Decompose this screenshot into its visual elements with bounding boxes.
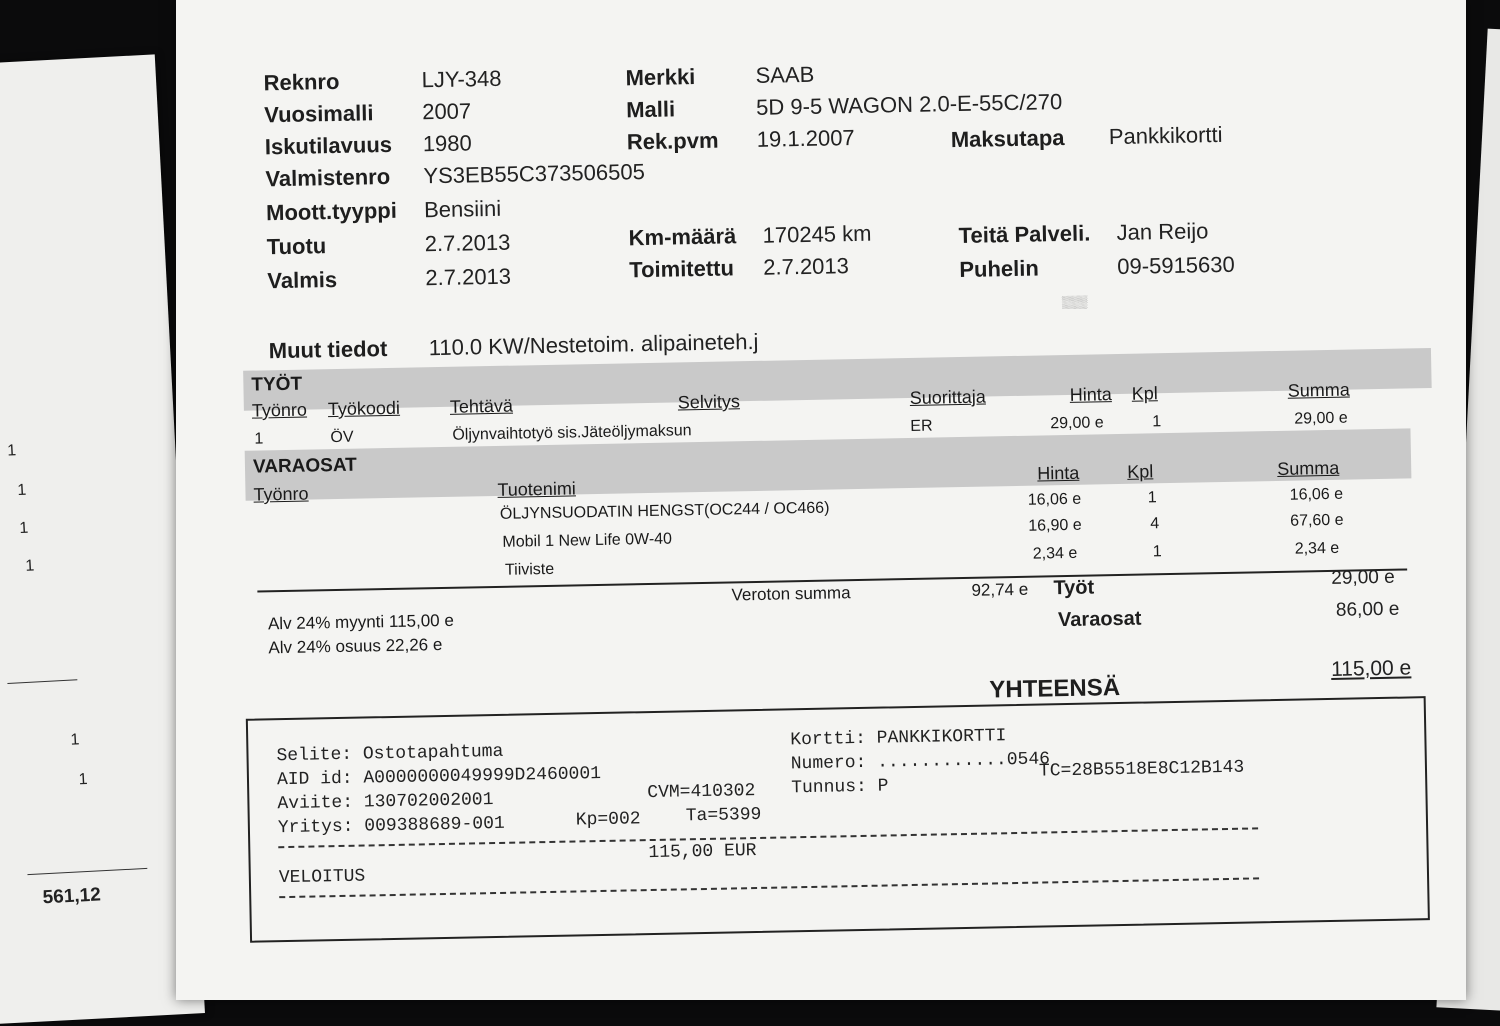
payment-cvm: CVM=410302 bbox=[647, 781, 756, 804]
muut-tiedot-label: Muut tiedot bbox=[268, 336, 388, 364]
yhteensa-label: YHTEENSÄ bbox=[989, 674, 1121, 704]
varaosat-row-hinta: 16,06 e bbox=[1027, 490, 1082, 509]
faint-stamp-icon: ▒▒▒ bbox=[1061, 294, 1088, 310]
moottyyppi-label: Moott.tyyppi bbox=[265, 197, 398, 226]
varaosat-header-band bbox=[245, 428, 1412, 500]
toimitettu-value: 2.7.2013 bbox=[762, 253, 850, 280]
varaosat-col-tyonro: Työnro bbox=[253, 483, 309, 505]
veloitus-label: VELOITUS bbox=[278, 866, 366, 889]
tyot-row-tyonro: 1 bbox=[254, 430, 264, 448]
palveli-value: Jan Reijo bbox=[1116, 218, 1209, 245]
iskutilavuus-label: Iskutilavuus bbox=[264, 131, 393, 160]
varaosat-row-summa: 2,34 e bbox=[1294, 539, 1340, 558]
varaosat-col-summa: Summa bbox=[1277, 457, 1340, 479]
valmis-value: 2.7.2013 bbox=[425, 263, 512, 291]
palveli-label: Teitä Palveli. bbox=[958, 220, 1091, 249]
varaosat-total-value: 86,00 e bbox=[1335, 598, 1400, 621]
rekpvm-label: Rek.pvm bbox=[626, 127, 719, 155]
left-divider bbox=[7, 679, 77, 684]
puhelin-value: 09-5915630 bbox=[1117, 251, 1235, 279]
varaosat-row-kpl: 1 bbox=[1147, 489, 1157, 507]
left-total: 561,12 bbox=[42, 884, 102, 909]
moottyyppi-value: Bensiini bbox=[423, 195, 502, 223]
tyot-header-band bbox=[243, 348, 1432, 411]
tyot-row-tyokoodi: ÖV bbox=[330, 428, 354, 447]
payment-aid: AID id: A0000000049999D2460001 bbox=[276, 763, 602, 791]
tyot-total-label: Työt bbox=[1053, 576, 1095, 600]
tyot-col-kpl: Kpl bbox=[1131, 383, 1158, 404]
left-count: 1 bbox=[18, 519, 29, 538]
maksutapa-value: Pankkikortti bbox=[1108, 121, 1223, 150]
tyot-col-summa: Summa bbox=[1287, 379, 1350, 401]
tyot-row-summa: 29,00 e bbox=[1294, 409, 1348, 428]
tyot-title: TYÖT bbox=[251, 373, 303, 396]
left-count: 1 bbox=[16, 481, 27, 500]
toimitettu-label: Toimitettu bbox=[629, 255, 735, 283]
varaosat-row-hinta: 16,90 e bbox=[1028, 516, 1082, 535]
veloitus-value: 115,00 EUR bbox=[648, 841, 757, 864]
rekpvm-value: 19.1.2007 bbox=[756, 124, 855, 152]
tyot-row-suorittaja: ER bbox=[910, 417, 933, 435]
varaosat-col-tuotenimi: Tuotenimi bbox=[497, 478, 577, 500]
vuosimalli-label: Vuosimalli bbox=[263, 100, 374, 128]
left-count: 1 bbox=[24, 557, 35, 575]
left-divider bbox=[27, 868, 147, 875]
maksutapa-label: Maksutapa bbox=[950, 124, 1065, 153]
veroton-value: 92,74 e bbox=[971, 579, 1029, 600]
tyot-col-suorittaja: Suorittaja bbox=[909, 386, 987, 408]
payment-numero: Numero: ............0546 bbox=[790, 749, 1051, 775]
payment-aviite: Aviite: 130702002001 bbox=[277, 790, 494, 815]
tyot-row-tehtava: Öljynvaihtotyö sis.Jäteöljymaksun bbox=[452, 422, 692, 444]
tyot-col-tyonro: Työnro bbox=[251, 399, 308, 421]
malli-value: 5D 9-5 WAGON 2.0-E-55C/270 bbox=[755, 89, 1063, 120]
payment-yritys: Yritys: 009388689-001 bbox=[277, 813, 505, 839]
tyot-col-hinta: Hinta bbox=[1069, 384, 1112, 405]
alv-myynti: Alv 24% myynti 115,00 e bbox=[267, 610, 454, 634]
tuotu-label: Tuotu bbox=[266, 233, 327, 260]
tyot-col-tyokoodi: Työkoodi bbox=[327, 397, 401, 420]
reknro-label: Reknro bbox=[263, 68, 340, 96]
varaosat-row-tuotenimi: Tiiviste bbox=[504, 560, 555, 579]
valmis-label: Valmis bbox=[267, 266, 338, 294]
tyot-row-kpl: 1 bbox=[1152, 413, 1162, 431]
tyot-col-selvitys: Selvitys bbox=[677, 391, 741, 413]
valmistenro-value: YS3EB55C373506505 bbox=[423, 159, 646, 189]
vuosimalli-value: 2007 bbox=[421, 98, 472, 125]
muut-tiedot-value: 110.0 KW/Nestetoim. alipaineteh.j bbox=[428, 328, 759, 361]
kmmaara-label: Km-määrä bbox=[628, 223, 737, 251]
reknro-value: LJY-348 bbox=[421, 65, 502, 93]
veroton-label: Veroton summa bbox=[731, 583, 851, 605]
payment-ta: Ta=5399 bbox=[685, 804, 762, 827]
receipt-content bbox=[176, 0, 1485, 1000]
malli-label: Malli bbox=[625, 96, 676, 123]
tuotu-value: 2.7.2013 bbox=[424, 229, 511, 257]
payment-kp: Kp=002 bbox=[575, 809, 641, 831]
tyot-row-hinta: 29,00 e bbox=[1050, 414, 1104, 433]
left-count: 1 bbox=[78, 770, 88, 789]
merkki-value: SAAB bbox=[755, 61, 815, 88]
payment-tunnus: Tunnus: P bbox=[791, 776, 889, 799]
varaosat-title: VARAOSAT bbox=[252, 454, 357, 478]
background-receipt-left bbox=[0, 54, 205, 1025]
merkki-label: Merkki bbox=[625, 64, 696, 91]
varaosat-row-tuotenimi: ÖLJYNSUODATIN HENGST(OC244 / OC466) bbox=[499, 499, 830, 523]
varaosat-row-kpl: 1 bbox=[1152, 543, 1162, 561]
varaosat-row-kpl: 4 bbox=[1150, 515, 1160, 533]
varaosat-row-tuotenimi: Mobil 1 New Life 0W-40 bbox=[502, 530, 673, 551]
left-count: 1 bbox=[70, 731, 80, 749]
tyot-total-value: 29,00 e bbox=[1331, 566, 1395, 589]
yhteensa-value: 115,00 e bbox=[1330, 656, 1412, 681]
alv-osuus: Alv 24% osuus 22,26 e bbox=[268, 635, 443, 658]
varaosat-col-kpl: Kpl bbox=[1127, 461, 1154, 482]
payment-selite: Selite: Ostotapahtuma bbox=[276, 741, 504, 767]
puhelin-label: Puhelin bbox=[959, 255, 1039, 283]
service-receipt bbox=[176, 0, 1466, 1000]
tyot-col-tehtava: Tehtävä bbox=[449, 395, 514, 417]
varaosat-col-hinta: Hinta bbox=[1037, 462, 1080, 484]
valmistenro-label: Valmistenro bbox=[265, 163, 391, 192]
varaosat-total-label: Varaosat bbox=[1057, 607, 1142, 632]
varaosat-row-summa: 67,60 e bbox=[1290, 511, 1344, 530]
kmmaara-value: 170245 km bbox=[762, 220, 872, 248]
payment-tc: TC=28B5518E8C12B143 bbox=[1038, 757, 1245, 782]
iskutilavuus-value: 1980 bbox=[422, 130, 472, 157]
varaosat-row-hinta: 2,34 e bbox=[1032, 544, 1078, 563]
payment-kortti: Kortti: PANKKIKORTTI bbox=[790, 726, 1007, 751]
varaosat-row-summa: 16,06 e bbox=[1289, 485, 1344, 504]
left-count: 1 bbox=[6, 442, 17, 460]
